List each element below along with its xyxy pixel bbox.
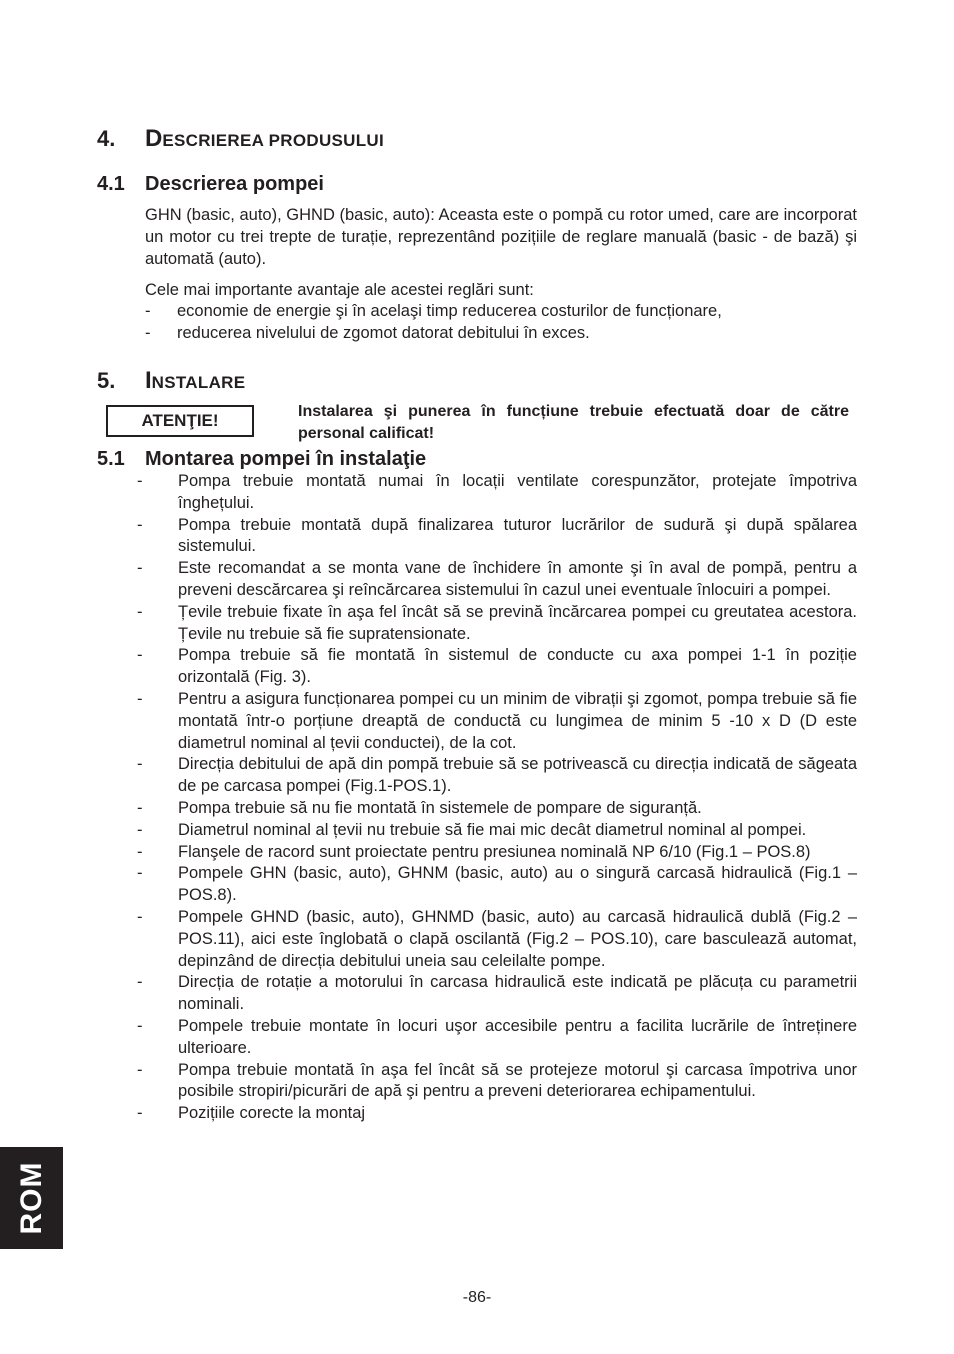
- list-item-text: Pompele trebuie montate în locuri uşor accesibile pentru a facilita lucrările de întreținere ulterioare.: [178, 1016, 857, 1057]
- list-item-text: Pentru a asigura funcționarea pompei cu un minim de vibrații şi zgomot, pompa trebuie să fie montată într-o porțiune dreaptă de conductă cu lungimea de minim 5 -10 x D (D este diametrul nominal al țevii conductei), de la cot.: [178, 689, 857, 752]
- advantages-intro-paragraph: Cele mai importante avantaje ale acestei reglări sunt:: [145, 281, 534, 299]
- attention-label-box: ATENŢIE!: [106, 405, 254, 437]
- list-item: - Pompa trebuie să nu fie montată în sistemele de pompare de siguranță.: [137, 798, 702, 817]
- pump-description-paragraph: GHN (basic, auto), GHND (basic, auto): Aceasta este o pompă cu rotor umed, care are incorporat un motor cu trei trepte de turație, reprezentând pozițiile de reglare manuală (basic - de bază) şi automată (auto).: [145, 206, 857, 268]
- title-rest: ESCRIEREA PRODUSULUI: [162, 131, 385, 150]
- list-item: - Flanşele de racord sunt proiectate pentru presiunea nominală NP 6/10 (Fig.1 – POS.8): [137, 842, 811, 861]
- section-title: Descrierea pompei: [145, 173, 324, 195]
- section-number: 4.1: [97, 173, 125, 195]
- list-item: - Pompa trebuie montată numai în locații ventilate corespunzător, protejate împotriva înghețului.: [137, 472, 857, 512]
- list-item-text: Pompa trebuie să nu fie montată în sistemele de pompare de siguranță.: [178, 798, 702, 817]
- list-item-text: Țevile trebuie fixate în aşa fel încât să se prevină încărcarea pompei cu greutatea acestora. Țevile nu trebuie să fie supratensionate.: [178, 602, 857, 643]
- list-item: - Țevile trebuie fixate în aşa fel încât să se prevină încărcarea pompei cu greutatea acestora. Țevile nu trebuie să fie supratensionate.: [137, 602, 857, 643]
- list-item-text: economie de energie şi în acelaşi timp reducerea costurilor de funcționare,: [177, 302, 722, 320]
- list-item: - reducerea nivelului de zgomot datorat debitului în exces.: [145, 323, 590, 342]
- title-rest: NSTALARE: [151, 373, 246, 392]
- section-5-1-heading: [97, 447, 426, 471]
- list-item-text: Pompa trebuie montată în aşa fel încât să se protejeze motorul şi carcasa împotriva unor posibile stropiri/picurări de apă şi pentru a preveni deteriorarea echipamentului.: [178, 1060, 857, 1101]
- list-item: - Direcția debitului de apă din pompă trebuie să se potrivească cu direcția indicată de săgeata de pe carcasa pompei (Fig.1-POS.1).: [137, 755, 857, 796]
- list-item: - Pompa trebuie să fie montată în sistemul de conducte cu axa pompei 1-1 în poziție orizontală (Fig. 3).: [137, 646, 857, 687]
- list-item: - Pompele GHND (basic, auto), GHNMD (basic, auto) au carcasă hidraulică dublă (Fig.2 – POS.11), aici este înglobată o clapă oscilantă (Fig.2 – POS.10), care basculează automat, depinzând de direcția debitului uneia sau celeilalte pompe.: [137, 907, 857, 970]
- section-5-heading: [97, 368, 245, 396]
- advantages-list: [145, 301, 857, 345]
- list-item-text: Flanşele de racord sunt proiectate pentru presiunea nominală NP 6/10 (Fig.1 – POS.8): [178, 842, 811, 861]
- list-item: - Direcția de rotație a motorului în carcasa hidraulică este indicată pe plăcuța cu parametrii nominali.: [137, 973, 857, 1014]
- title-initial: D: [145, 125, 163, 152]
- list-item: - Este recomandat a se monta vane de închidere în amonte şi în aval de pompă, pentru a preveni descărcarea şi reîncărcarea sistemului în cazul unei eventuale înlocuiri a pompei.: [137, 559, 857, 599]
- list-item: - Pompa trebuie montată în aşa fel încât să se protejeze motorul şi carcasa împotriva unor posibile stropiri/picurări de apă şi pentru a preveni deteriorarea echipamentului.: [137, 1060, 857, 1101]
- attention-warning-text: Instalarea şi punerea în funcțiune trebuie efectuată doar de către personal calificat!: [298, 403, 849, 442]
- installation-requirements-list: [137, 471, 857, 1125]
- section-number: 4.: [97, 126, 116, 151]
- list-item: - Pozițiile corecte la montaj: [137, 1104, 366, 1123]
- language-code: ROM: [14, 1161, 48, 1235]
- list-item: - Pompa trebuie montată după finalizarea tuturor lucrărilor de sudură şi după spălarea sistemului.: [137, 515, 857, 556]
- list-item-text: Pompa trebuie montată după finalizarea tuturor lucrărilor de sudură şi după spălarea sistemului.: [178, 515, 857, 556]
- list-item: - Pompele GHN (basic, auto), GHNM (basic, auto) au o singură carcasă hidraulică (Fig.1 – POS.8).: [137, 864, 857, 905]
- section-number: 5.: [97, 368, 116, 393]
- list-item-text: Direcția de rotație a motorului în carcasa hidraulică este indicată pe plăcuța cu parametrii nominali.: [178, 973, 857, 1014]
- list-item-text: Pompele GHN (basic, auto), GHNM (basic, auto) au o singură carcasă hidraulică (Fig.1 – POS.8).: [178, 864, 857, 905]
- list-item: - Diametrul nominal al țevii nu trebuie să fie mai mic decât diametrul nominal al pompei.: [137, 820, 807, 839]
- section-4-1-heading: [97, 172, 324, 196]
- page-number: -86-: [462, 1289, 492, 1306]
- list-item-text: Pozițiile corecte la montaj: [178, 1104, 366, 1123]
- section-number: 5.1: [97, 448, 125, 470]
- list-item: - Pompele trebuie montate în locuri uşor accesibile pentru a facilita lucrările de întreținere ulterioare.: [137, 1016, 857, 1057]
- list-item-text: Pompele GHND (basic, auto), GHNMD (basic, auto) au carcasă hidraulică dublă (Fig.2 – POS.11), aici este înglobată o clapă oscilantă (Fig.2 – POS.10), care basculează automat, depinzând de direcția debitului uneia sau celeilalte pompe.: [178, 907, 857, 970]
- list-item: - economie de energie şi în acelaşi timp reducerea costurilor de funcționare,: [145, 302, 722, 320]
- list-item-text: Este recomandat a se monta vane de închidere în amonte şi în aval de pompă, pentru a preveni descărcarea şi reîncărcarea sistemului în cazul unei eventuale înlocuiri a pompei.: [178, 559, 857, 599]
- list-item-text: reducerea nivelului de zgomot datorat debitului în exces.: [177, 323, 590, 342]
- list-item-text: Pompa trebuie să fie montată în sistemul de conducte cu axa pompei 1-1 în poziție orizontală (Fig. 3).: [178, 646, 857, 687]
- list-item-text: Diametrul nominal al țevii nu trebuie să fie mai mic decât diametrul nominal al pompei.: [178, 820, 807, 839]
- list-item-text: Direcția debitului de apă din pompă trebuie să se potrivească cu direcția indicată de săgeata de pe carcasa pompei (Fig.1-POS.1).: [178, 755, 857, 796]
- list-item: - Pentru a asigura funcționarea pompei cu un minim de vibrații şi zgomot, pompa trebuie să fie montată într-o porțiune dreaptă de conductă cu lungimea de minim 5 -10 x D (D este diametrul nominal al țevii conductei), de la cot.: [137, 689, 857, 752]
- language-side-tab: [0, 1147, 63, 1249]
- list-item-text: Pompa trebuie montată numai în locații ventilate corespunzător, protejate împotriva înghețului.: [178, 472, 857, 512]
- section-title: Montarea pompei în instalaţie: [145, 448, 427, 470]
- section-4-heading: [97, 126, 384, 154]
- title-initial: I: [145, 367, 152, 394]
